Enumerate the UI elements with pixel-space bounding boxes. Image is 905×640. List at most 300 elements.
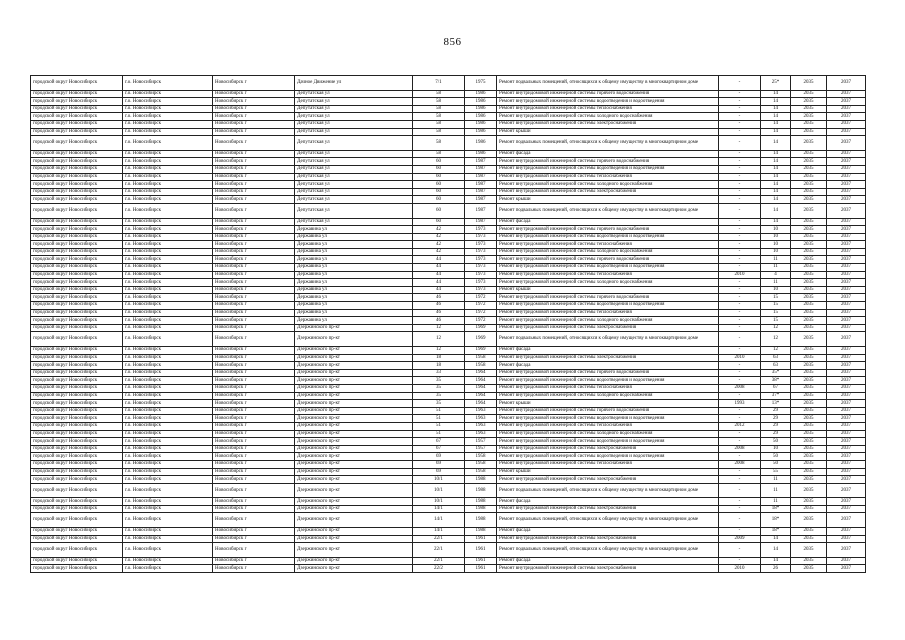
work-type-cell: Ремонт внутридомовой инженерной системы холодного водоснабжения: [497, 430, 719, 438]
locality-cell: Новосибирск г: [213, 128, 295, 136]
work-type-cell: Ремонт фасада: [497, 218, 719, 226]
house-number-cell: 60: [413, 203, 465, 218]
work-type-cell: Ремонт внутридомовой инженерной системы водоотведения и водоотведения: [497, 165, 719, 173]
table-row: [31, 438, 866, 446]
build-year-cell: 1972: [465, 294, 497, 302]
build-year-cell: 1988: [465, 476, 497, 484]
last-repair-year-cell: -: [719, 120, 761, 128]
build-year-cell: 1964: [465, 392, 497, 400]
municipal-district-cell: городской округ Новосибирск: [31, 286, 123, 294]
municipal-district-cell: городской округ Новосибирск: [31, 248, 123, 256]
settlement-cell: г.о. Новосибирск: [123, 120, 213, 128]
locality-cell: Новосибирск г: [213, 422, 295, 430]
plan-end-cell: 2037: [827, 565, 866, 573]
last-repair-year-cell: -: [719, 98, 761, 106]
street-cell: Дзержинского пр-кт: [295, 557, 413, 565]
municipal-district-cell: городской округ Новосибирск: [31, 150, 123, 158]
work-type-cell: Ремонт подвальных помещений, относящихся к общему имуществу в многоквартирном доме: [497, 136, 719, 151]
work-type-cell: Ремонт внутридомовой инженерной системы теплоснабжения: [497, 422, 719, 430]
last-repair-year-cell: -: [719, 369, 761, 377]
municipal-district-cell: городской округ Новосибирск: [31, 271, 123, 279]
plan-end-cell: 2037: [827, 438, 866, 446]
wear-cell: 14: [761, 98, 791, 106]
work-type-cell: Ремонт крыши: [497, 400, 719, 408]
municipal-district-cell: городской округ Новосибирск: [31, 430, 123, 438]
municipal-district-cell: городской округ Новосибирск: [31, 407, 123, 415]
street-cell: Державина ул: [295, 248, 413, 256]
last-repair-year-cell: -: [719, 407, 761, 415]
municipal-district-cell: городской округ Новосибирск: [31, 460, 123, 468]
street-cell: Державина ул: [295, 279, 413, 287]
last-repair-year-cell: -: [719, 286, 761, 294]
plan-start-cell: 2035: [791, 286, 827, 294]
build-year-cell: 1973: [465, 256, 497, 264]
table-row: [31, 241, 866, 249]
last-repair-year-cell: 2008: [719, 460, 761, 468]
last-repair-year-cell: 2010: [719, 271, 761, 279]
build-year-cell: 1958: [465, 468, 497, 476]
settlement-cell: г.о. Новосибирск: [123, 453, 213, 461]
plan-start-cell: 2035: [791, 105, 827, 113]
plan-start-cell: 2035: [791, 165, 827, 173]
wear-cell: 11: [761, 498, 791, 506]
last-repair-year-cell: -: [719, 362, 761, 370]
last-repair-year-cell: -: [719, 498, 761, 506]
work-type-cell: Ремонт крыши: [497, 128, 719, 136]
plan-start-cell: 2035: [791, 430, 827, 438]
last-repair-year-cell: -: [719, 218, 761, 226]
wear-cell: 14: [761, 543, 791, 558]
settlement-cell: г.о. Новосибирск: [123, 513, 213, 528]
work-type-cell: Ремонт внутридомовой инженерной системы горячего водоснабжения: [497, 158, 719, 166]
settlement-cell: г.о. Новосибирск: [123, 165, 213, 173]
table-row: [31, 369, 866, 377]
street-cell: Дзержинского пр-кт: [295, 483, 413, 498]
settlement-cell: г.о. Новосибирск: [123, 90, 213, 98]
house-number-cell: 58: [413, 90, 465, 98]
table-row: [31, 445, 866, 453]
plan-start-cell: 2035: [791, 324, 827, 332]
plan-end-cell: 2037: [827, 286, 866, 294]
build-year-cell: 1961: [465, 565, 497, 573]
house-number-cell: 35: [413, 392, 465, 400]
municipal-district-cell: городской округ Новосибирск: [31, 324, 123, 332]
street-cell: Державина ул: [295, 271, 413, 279]
locality-cell: Новосибирск г: [213, 476, 295, 484]
wear-cell: 14: [761, 181, 791, 189]
settlement-cell: г.о. Новосибирск: [123, 415, 213, 423]
wear-cell: 14: [761, 203, 791, 218]
work-type-cell: Ремонт внутридомовой инженерной системы холодного водоснабжения: [497, 113, 719, 121]
locality-cell: Новосибирск г: [213, 445, 295, 453]
street-cell: Дзержинского пр-кт: [295, 543, 413, 558]
municipal-district-cell: городской округ Новосибирск: [31, 483, 123, 498]
build-year-cell: 1969: [465, 332, 497, 347]
municipal-district-cell: городской округ Новосибирск: [31, 468, 123, 476]
work-type-cell: Ремонт внутридомовой инженерной системы электроснабжения: [497, 188, 719, 196]
house-number-cell: 51: [413, 415, 465, 423]
municipal-district-cell: городской округ Новосибирск: [31, 557, 123, 565]
municipal-district-cell: городской округ Новосибирск: [31, 181, 123, 189]
table-row: [31, 248, 866, 256]
settlement-cell: г.о. Новосибирск: [123, 332, 213, 347]
street-cell: Депутатская ул: [295, 165, 413, 173]
wear-cell: 50: [761, 438, 791, 446]
municipal-district-cell: городской округ Новосибирск: [31, 128, 123, 136]
street-cell: Депутатская ул: [295, 188, 413, 196]
plan-end-cell: 2037: [827, 150, 866, 158]
plan-start-cell: 2035: [791, 453, 827, 461]
street-cell: Дзержинского пр-кт: [295, 415, 413, 423]
plan-start-cell: 2035: [791, 90, 827, 98]
plan-start-cell: 2035: [791, 120, 827, 128]
last-repair-year-cell: -: [719, 256, 761, 264]
build-year-cell: 1986: [465, 150, 497, 158]
wear-cell: 11: [761, 476, 791, 484]
locality-cell: Новосибирск г: [213, 543, 295, 558]
work-type-cell: Ремонт фасада: [497, 362, 719, 370]
street-cell: Депутатская ул: [295, 120, 413, 128]
plan-end-cell: 2037: [827, 483, 866, 498]
settlement-cell: г.о. Новосибирск: [123, 248, 213, 256]
plan-start-cell: 2035: [791, 468, 827, 476]
municipal-district-cell: городской округ Новосибирск: [31, 226, 123, 234]
build-year-cell: 1964: [465, 369, 497, 377]
last-repair-year-cell: -: [719, 158, 761, 166]
house-number-cell: 44: [413, 271, 465, 279]
plan-start-cell: 2035: [791, 415, 827, 423]
settlement-cell: г.о. Новосибирск: [123, 430, 213, 438]
build-year-cell: 1964: [465, 384, 497, 392]
plan-end-cell: 2037: [827, 302, 866, 310]
build-year-cell: 1987: [465, 173, 497, 181]
table-row: [31, 392, 866, 400]
table-row: [31, 505, 866, 513]
wear-cell: 14: [761, 196, 791, 204]
wear-cell: 38*: [761, 377, 791, 385]
table-row: [31, 233, 866, 241]
municipal-district-cell: городской округ Новосибирск: [31, 98, 123, 106]
plan-end-cell: 2037: [827, 203, 866, 218]
work-type-cell: Ремонт внутридомовой инженерной системы водоотведения и водоотведения: [497, 98, 719, 106]
plan-end-cell: 2037: [827, 557, 866, 565]
work-type-cell: Ремонт внутридомовой инженерной системы электроснабжения: [497, 120, 719, 128]
house-number-cell: 58: [413, 128, 465, 136]
wear-cell: 11: [761, 279, 791, 287]
settlement-cell: г.о. Новосибирск: [123, 158, 213, 166]
wear-cell: 14: [761, 188, 791, 196]
street-cell: Дзержинского пр-кт: [295, 460, 413, 468]
street-cell: Дзержинского пр-кт: [295, 392, 413, 400]
plan-start-cell: 2035: [791, 241, 827, 249]
house-number-cell: 51: [413, 407, 465, 415]
settlement-cell: г.о. Новосибирск: [123, 173, 213, 181]
settlement-cell: г.о. Новосибирск: [123, 203, 213, 218]
locality-cell: Новосибирск г: [213, 294, 295, 302]
street-cell: Депутатская ул: [295, 105, 413, 113]
work-type-cell: Ремонт внутридомовой инженерной системы электроснабжения: [497, 535, 719, 543]
table-row: [31, 302, 866, 310]
table-row: [31, 543, 866, 558]
municipal-district-cell: городской округ Новосибирск: [31, 422, 123, 430]
plan-start-cell: 2035: [791, 384, 827, 392]
work-type-cell: Ремонт внутридомовой инженерной системы электроснабжения: [497, 476, 719, 484]
plan-end-cell: 2037: [827, 445, 866, 453]
plan-end-cell: 2037: [827, 430, 866, 438]
wear-cell: 18*: [761, 505, 791, 513]
wear-cell: 11: [761, 264, 791, 272]
street-cell: Дзержинского пр-кт: [295, 528, 413, 536]
street-cell: Депутатская ул: [295, 196, 413, 204]
house-number-cell: 44: [413, 279, 465, 287]
table-row: [31, 483, 866, 498]
municipal-district-cell: городской округ Новосибирск: [31, 498, 123, 506]
settlement-cell: г.о. Новосибирск: [123, 105, 213, 113]
municipal-district-cell: городской округ Новосибирск: [31, 241, 123, 249]
plan-start-cell: 2035: [791, 543, 827, 558]
last-repair-year-cell: 2010: [719, 354, 761, 362]
plan-end-cell: 2037: [827, 309, 866, 317]
plan-end-cell: 2037: [827, 218, 866, 226]
plan-end-cell: 2037: [827, 476, 866, 484]
plan-start-cell: 2035: [791, 264, 827, 272]
locality-cell: Новосибирск г: [213, 528, 295, 536]
build-year-cell: 1987: [465, 188, 497, 196]
plan-end-cell: 2037: [827, 181, 866, 189]
plan-end-cell: 2037: [827, 256, 866, 264]
table-body: [31, 76, 866, 573]
last-repair-year-cell: -: [719, 468, 761, 476]
wear-cell: 11: [761, 483, 791, 498]
locality-cell: Новосибирск г: [213, 90, 295, 98]
municipal-district-cell: городской округ Новосибирск: [31, 90, 123, 98]
street-cell: Державина ул: [295, 264, 413, 272]
settlement-cell: г.о. Новосибирск: [123, 476, 213, 484]
settlement-cell: г.о. Новосибирск: [123, 128, 213, 136]
locality-cell: Новосибирск г: [213, 150, 295, 158]
last-repair-year-cell: -: [719, 332, 761, 347]
table-row: [31, 476, 866, 484]
table-row: [31, 498, 866, 506]
house-number-cell: 60: [413, 188, 465, 196]
settlement-cell: г.о. Новосибирск: [123, 565, 213, 573]
locality-cell: Новосибирск г: [213, 158, 295, 166]
municipal-district-cell: городской округ Новосибирск: [31, 445, 123, 453]
locality-cell: Новосибирск г: [213, 430, 295, 438]
last-repair-year-cell: -: [719, 241, 761, 249]
locality-cell: Новосибирск г: [213, 218, 295, 226]
build-year-cell: 1973: [465, 286, 497, 294]
settlement-cell: г.о. Новосибирск: [123, 347, 213, 355]
locality-cell: Новосибирск г: [213, 392, 295, 400]
last-repair-year-cell: -: [719, 543, 761, 558]
street-cell: Депутатская ул: [295, 90, 413, 98]
table-row: [31, 565, 866, 573]
last-repair-year-cell: -: [719, 415, 761, 423]
work-type-cell: Ремонт фасада: [497, 347, 719, 355]
house-number-cell: 46: [413, 294, 465, 302]
house-number-cell: 35: [413, 400, 465, 408]
plan-start-cell: 2035: [791, 271, 827, 279]
plan-start-cell: 2035: [791, 309, 827, 317]
table-row: [31, 218, 866, 226]
municipal-district-cell: городской округ Новосибирск: [31, 400, 123, 408]
work-type-cell: Ремонт подвальных помещений, относящихся к общему имуществу в многоквартирном доме: [497, 483, 719, 498]
plan-start-cell: 2035: [791, 528, 827, 536]
plan-end-cell: 2037: [827, 468, 866, 476]
street-cell: Дзержинского пр-кт: [295, 505, 413, 513]
street-cell: Депутатская ул: [295, 218, 413, 226]
plan-start-cell: 2035: [791, 203, 827, 218]
build-year-cell: 1987: [465, 181, 497, 189]
plan-start-cell: 2035: [791, 248, 827, 256]
wear-cell: 18*: [761, 513, 791, 528]
house-number-cell: 18: [413, 362, 465, 370]
plan-start-cell: 2035: [791, 226, 827, 234]
plan-start-cell: 2035: [791, 76, 827, 91]
locality-cell: Новосибирск г: [213, 415, 295, 423]
plan-end-cell: 2037: [827, 354, 866, 362]
work-type-cell: Ремонт фасада: [497, 528, 719, 536]
plan-start-cell: 2035: [791, 392, 827, 400]
table-row: [31, 317, 866, 325]
work-type-cell: Ремонт подвальных помещений, относящихся к общему имуществу в многоквартирном доме: [497, 332, 719, 347]
wear-cell: 14: [761, 120, 791, 128]
plan-end-cell: 2037: [827, 362, 866, 370]
last-repair-year-cell: -: [719, 173, 761, 181]
last-repair-year-cell: -: [719, 324, 761, 332]
municipal-district-cell: городской округ Новосибирск: [31, 369, 123, 377]
locality-cell: Новосибирск г: [213, 309, 295, 317]
wear-cell: 29: [761, 415, 791, 423]
house-number-cell: 18: [413, 354, 465, 362]
municipal-district-cell: городской округ Новосибирск: [31, 165, 123, 173]
plan-start-cell: 2035: [791, 279, 827, 287]
wear-cell: 14: [761, 136, 791, 151]
plan-start-cell: 2035: [791, 438, 827, 446]
municipal-district-cell: городской округ Новосибирск: [31, 392, 123, 400]
wear-cell: 15: [761, 309, 791, 317]
build-year-cell: 1964: [465, 377, 497, 385]
last-repair-year-cell: -: [719, 294, 761, 302]
settlement-cell: г.о. Новосибирск: [123, 233, 213, 241]
street-cell: Дачное Движение ул: [295, 76, 413, 91]
locality-cell: Новосибирск г: [213, 181, 295, 189]
street-cell: Дзержинского пр-кт: [295, 498, 413, 506]
plan-end-cell: 2037: [827, 233, 866, 241]
plan-start-cell: 2035: [791, 150, 827, 158]
plan-end-cell: 2037: [827, 400, 866, 408]
wear-cell: 10: [761, 226, 791, 234]
street-cell: Державина ул: [295, 294, 413, 302]
work-type-cell: Ремонт внутридомовой инженерной системы электроснабжения: [497, 324, 719, 332]
plan-end-cell: 2037: [827, 196, 866, 204]
work-type-cell: Ремонт внутридомовой инженерной системы горячего водоснабжения: [497, 90, 719, 98]
plan-end-cell: 2037: [827, 113, 866, 121]
municipal-district-cell: городской округ Новосибирск: [31, 453, 123, 461]
settlement-cell: г.о. Новосибирск: [123, 557, 213, 565]
street-cell: Державина ул: [295, 309, 413, 317]
house-number-cell: 22/1: [413, 543, 465, 558]
house-number-cell: 14/1: [413, 528, 465, 536]
wear-cell: 15: [761, 302, 791, 310]
plan-end-cell: 2037: [827, 528, 866, 536]
locality-cell: Новосибирск г: [213, 354, 295, 362]
locality-cell: Новосибирск г: [213, 369, 295, 377]
wear-cell: 12: [761, 332, 791, 347]
plan-start-cell: 2035: [791, 347, 827, 355]
house-number-cell: 44: [413, 256, 465, 264]
settlement-cell: г.о. Новосибирск: [123, 150, 213, 158]
work-type-cell: Ремонт фасада: [497, 498, 719, 506]
build-year-cell: 1973: [465, 271, 497, 279]
street-cell: Дзержинского пр-кт: [295, 445, 413, 453]
build-year-cell: 1972: [465, 317, 497, 325]
plan-start-cell: 2035: [791, 158, 827, 166]
plan-start-cell: 2035: [791, 565, 827, 573]
house-number-cell: 12: [413, 347, 465, 355]
house-number-cell: 46: [413, 309, 465, 317]
street-cell: Дзержинского пр-кт: [295, 369, 413, 377]
build-year-cell: 1986: [465, 113, 497, 121]
house-number-cell: 42: [413, 233, 465, 241]
municipal-district-cell: городской округ Новосибирск: [31, 203, 123, 218]
build-year-cell: 1958: [465, 453, 497, 461]
wear-cell: 14: [761, 158, 791, 166]
plan-start-cell: 2035: [791, 498, 827, 506]
plan-end-cell: 2037: [827, 165, 866, 173]
locality-cell: Новосибирск г: [213, 557, 295, 565]
street-cell: Дзержинского пр-кт: [295, 377, 413, 385]
municipal-district-cell: городской округ Новосибирск: [31, 120, 123, 128]
house-number-cell: 69: [413, 460, 465, 468]
table-row: [31, 136, 866, 151]
last-repair-year-cell: 2008: [719, 445, 761, 453]
table-row: [31, 173, 866, 181]
street-cell: Дзержинского пр-кт: [295, 513, 413, 528]
plan-end-cell: 2037: [827, 271, 866, 279]
plan-end-cell: 2037: [827, 384, 866, 392]
build-year-cell: 1988: [465, 505, 497, 513]
plan-end-cell: 2037: [827, 332, 866, 347]
last-repair-year-cell: -: [719, 181, 761, 189]
table-row: [31, 165, 866, 173]
plan-end-cell: 2037: [827, 407, 866, 415]
plan-start-cell: 2035: [791, 460, 827, 468]
locality-cell: Новосибирск г: [213, 317, 295, 325]
settlement-cell: г.о. Новосибирск: [123, 264, 213, 272]
work-type-cell: Ремонт внутридомовой инженерной системы холодного водоснабжения: [497, 317, 719, 325]
plan-end-cell: 2037: [827, 98, 866, 106]
street-cell: Дзержинского пр-кт: [295, 453, 413, 461]
last-repair-year-cell: -: [719, 438, 761, 446]
wear-cell: 10: [761, 248, 791, 256]
settlement-cell: г.о. Новосибирск: [123, 286, 213, 294]
street-cell: Дзержинского пр-кт: [295, 565, 413, 573]
house-number-cell: 60: [413, 173, 465, 181]
build-year-cell: 1988: [465, 513, 497, 528]
last-repair-year-cell: -: [719, 302, 761, 310]
plan-start-cell: 2035: [791, 422, 827, 430]
house-number-cell: 10/1: [413, 483, 465, 498]
street-cell: Дзержинского пр-кт: [295, 324, 413, 332]
street-cell: Дзержинского пр-кт: [295, 384, 413, 392]
build-year-cell: 1963: [465, 430, 497, 438]
plan-start-cell: 2035: [791, 218, 827, 226]
settlement-cell: г.о. Новосибирск: [123, 392, 213, 400]
locality-cell: Новосибирск г: [213, 196, 295, 204]
table-row: [31, 347, 866, 355]
